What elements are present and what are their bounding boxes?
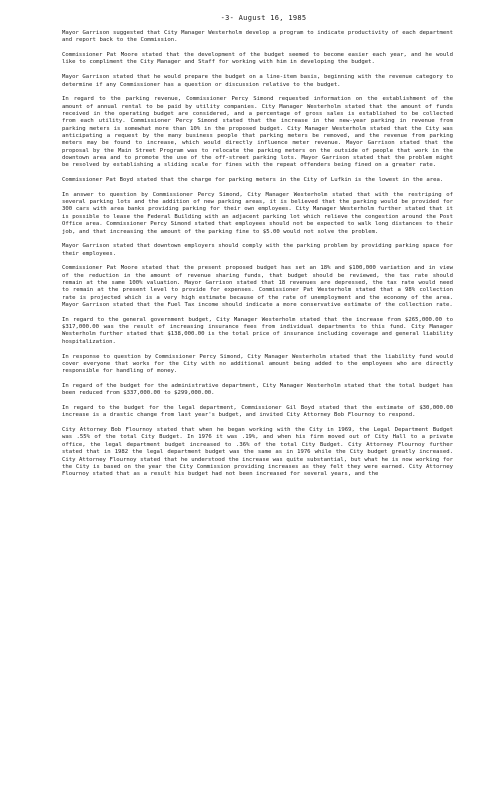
paragraph: Mayor Garrison suggested that City Manager Westerholm develop a program to indicate productivity of each department and report back to the Commission. <box>62 30 453 44</box>
paragraph: Mayor Garrison stated that downtown employers should comply with the parking problem by providing parking space for their employees. <box>62 243 453 257</box>
document-body <box>62 30 453 479</box>
paragraph: In regard to the general government budget, City Manager Westerholm stated that the increase from $265,000.00 to $317,000.00 was the result of increasing insurance fees from individual departments to this fund. City Manager Westerholm further stated that $138,000.00 is the total price of insurance including coverage and general liability hospitalization. <box>62 316 453 345</box>
paragraph: Commissioner Pat Moore stated that the development of the budget seemed to become easier each year, and he would like to compliment the City Manager and Staff for working with him in developing the budget. <box>62 52 453 66</box>
paragraph: In answer to question by Commissioner Percy Simond, City Manager Westerholm stated that with the restriping of several parking lots and the addition of new parking areas, it is believed that the parking would be provided for 300 cars with area banks providing parking for their own employees. City Manager Westerholm further stated that it is possible to lease the Federal Building with an adjacent parking lot which relieve the congestion around the Post Office area. Commissioner Percy Simond stated that employees should not be expected to walk long distances to their job, and that increasing the amount of the parking fine to $5.00 would not solve the problem. <box>62 191 453 235</box>
paragraph: City Attorney Bob Flournoy stated that when he began working with the City in 1969, the Legal Department Budget was .55% of the total City Budget. In 1976 it was .19%, and when his firm moved out of City Hall to a private office, the legal department budget increased to .36% of the total City Budget. City Attorney Flournoy further stated that in 1982 the legal department budget was the same as in 1976 while the City budget greatly increased. City Attorney Flournoy stated that he understood the increase was quite substantial, but what he is now working for the City is based on the year the City Commission providing increases as they felt they were earned. City Attorney Flournoy stated that as a result his budget had not been increased for several years, and the <box>62 427 453 478</box>
paragraph: In regard of the budget for the administrative department, City Manager Westerholm stated that the total budget has been reduced from $337,000.00 to $299,000.00. <box>62 382 453 397</box>
paragraph: Commissioner Pat Boyd stated that the charge for parking meters in the City of Lufkin is the lowest in the area. <box>62 177 444 184</box>
page-header: -3- August 16, 1985 <box>220 14 307 22</box>
paragraph: In regard to the budget for the legal department, Commissioner Gil Boyd stated that the estimate of $30,000.00 increase is a drastic change from last year's budget, and invited City Attorney Bob Flournoy to respond. <box>62 405 453 419</box>
paragraph: Commissioner Pat Moore stated that the present proposed budget has set an 18% and $100,000 variation and in view of the reduction in the amount of revenue sharing funds, that budget should be reviewed, the tax rate should remain at the same 100% valuation. Mayor Garrison stated that 18 revenues are depressed, the tax rate would need to remain at the present level to provide for expenses. Commissioner Pat Westerholm stated that a 98% collection rate is projected which is a very high estimate because of the rate of unemployment and the economy of the area. Mayor Garrison stated that the Fuel Tax income should indicate a more conservative estimate of the collection rate. <box>62 265 453 309</box>
paragraph: In regard to the parking revenue, Commissioner Percy Simond requested information on the establishment of the amount of annual rental to be paid by utility companies. City Manager Westerholm stated that the amount of funds received in the operating budget are considered, and a percentage of gross sales is established to be collected from each utility. Commissioner Percy Simond stated that the increase in the new-year parking in revenue from parking meters is somewhat more than 10% in the proposed budget. City Manager Westerholm stated that the City was anticipating a request by the many business people that parking meters be removed, and the revenue from parking meters may be found to increase, which would directly influence meter revenue. Mayor Garrison stated that the proposal by the Main Street Program was to relocate the parking meters on the outside of people that work in the downtown area and to promote the use of the off-street parking lots. Mayor Garrison stated that the problem might be resolved by establishing a sliding scale for fines with the repeat offenders being fined on a greater rate. <box>62 96 453 169</box>
paragraph: Mayor Garrison stated that he would prepare the budget on a line-item basis, beginning with the revenue category to determine if any Commissioner has a question or discussion relative to the budget. <box>62 74 453 88</box>
paragraph: In response to question by Commissioner Percy Simond, City Manager Westerholm stated that the liability fund would cover everyone that works for the City with no additional amount being added to the employees who are directly responsible for handling of money. <box>62 353 453 375</box>
